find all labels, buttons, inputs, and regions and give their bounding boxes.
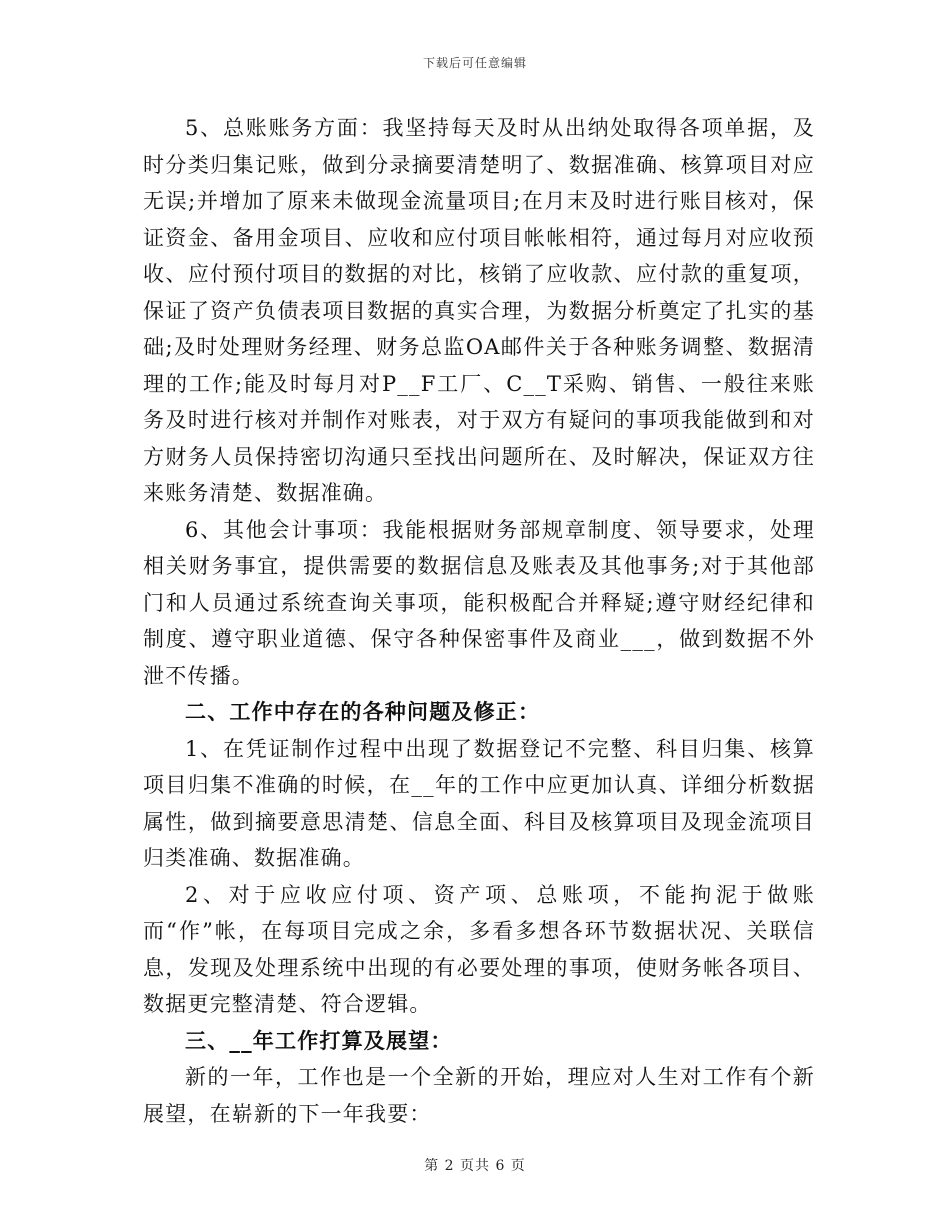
page-number: 第 2 页共 6 页 — [424, 1158, 526, 1174]
document-body — [143, 110, 815, 1132]
header-note: 下载后可任意编辑 — [422, 56, 527, 70]
paragraph-plans-intro: 新的一年，工作也是一个全新的开始，理应对人生对工作有个新展望，在崭新的下一年我要： — [143, 1065, 815, 1126]
paragraph-problem-2: 2、对于应收应付项、资产项、总账项，不能拘泥于做账而“作”帐，在每项目完成之余，多看多想各环节数据状况、关联信息，发现及处理系统中出现的有必要处理的事项，使财务帐各项目、数据更完整清楚、符合逻辑。 — [143, 882, 815, 1016]
paragraph-other-accounting: 6、其他会计事项：我能根据财务部规章制度、领导要求，处理相关财务事宜，提供需要的数据信息及账表及其他事务;对于其他部门和人员通过系统查询关事项，能积极配合并释疑;遵守财经纪律和制度、遵守职业道德、保守各种保密事件及商业___，做到数据不外泄不传播。 — [143, 517, 815, 688]
paragraph-general-ledger: 5、总账账务方面：我坚持每天及时从出纳处取得各项单据，及时分类归集记账，做到分录摘要清楚明了、数据准确、核算项目对应无误;并增加了原来未做现金流量项目;在月末及时进行账目核对，保证资金、备用金项目、应收和应付项目帐帐相符，通过每月对应收预收、应付预付项目的数据的对比，核销了应收款、应付款的重复项，保证了资产负债表项目数据的真实合理，为数据分析奠定了扎实的基础;及时处理财务经理、财务总监OA邮件关于各种账务调整、数据清理的工作;能及时每月对P__F工厂、C__T采购、销售、一般往来账务及时进行核对并制作对账表，对于双方有疑问的事项我能做到和对方财务人员保持密切沟通只至找出问题所在、及时解决，保证双方往来账务清楚、数据准确。 — [143, 116, 815, 505]
section-heading-problems: 二、工作中存在的各种问题及修正： — [185, 699, 541, 724]
section-heading-plans: 三、__年工作打算及展望： — [185, 1027, 453, 1053]
paragraph-problem-1: 1、在凭证制作过程中出现了数据登记不完整、科目归集、核算项目归集不准确的时候，在__年的工作中应更加认真、详细分析数据属性，做到摘要意思清楚、信息全面、科目及核算项目及现金流项目归类准确、数据准确。 — [143, 736, 815, 870]
